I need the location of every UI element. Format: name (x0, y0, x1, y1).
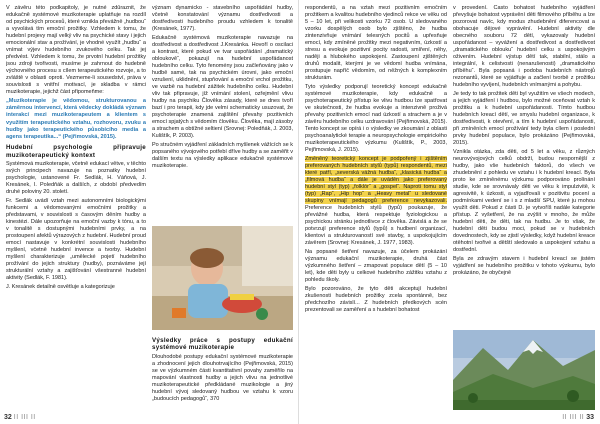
right-page-footer (562, 414, 594, 421)
paragraph: Bylo pozorováno, že tyto děti akceptují hudební zkušenosti hudebních prožitky zcela spontánně, bez předchozího závislí... Z hudebních předkových scén prezentovali se zaměření a s hudební bohatost (305, 286, 447, 313)
highlighted-text: Změněný teoretický koncept je podpořený i zjištěním preferovaných hudebních stylů (typů) respondentů, mezi které patří, „severská vážná hudba“, „klasická hudba“ a „filmová hudba“ a dále je uváděn jako preferovaný hudební styl (typ) „folklór“ a „gospel“. Naproti tomu styl (typ) „Rap“, „Hip hop“ a „Heavy metal“ u sledované skupiny vnímají pedagogů preference nevykazovali. (305, 156, 447, 204)
right-page (300, 0, 600, 424)
paragraph: J. Kresánek detailně osvětluje a kategorizuje (6, 284, 115, 291)
paragraph: Byla ze zdravým stavem i hudební kreací se jistém vyjádření se hudebního prožitku v tohoto výzkumu, bylo prokázáno, že obyčejně (453, 256, 595, 276)
paragraph: Po stručném vyjádření základních myšlenek vážících se k popsaného vývojového potřebí dříve hudby a se zaměřit v dalším textu na výsledky aplikace edukačně systémové muzikoterapie. (152, 142, 293, 169)
left-page (0, 0, 299, 424)
section-heading: Hudební psychologie připravuje muzikoterapeutický kontext (6, 144, 146, 159)
left-column-2-top (152, 5, 293, 225)
right-column-1 (305, 5, 447, 413)
paragraph: význam dynamicko - stavebního uspořádání hudby, včetně konstatování významu dostředivosti a dostředivosti hudebního proudu vzhledem k tonalitě (Kresánek, 1977). (152, 5, 293, 32)
paragraph (305, 156, 447, 247)
paragraph: Tyto výsledky podporují teoretický koncept edukačně systémové muzikoterapie, kdy edukačně a psychoterapeutický přístup ke vlivu hudbou lze spatřovat ve skutečnosti, že hudba evokuje a intenzivně proživá převahy pozitivních emocí nad úzkostí a strachem a je v závěru hudebního celku uzdravování (Pejřimovská, 2015). Tento koncept se opírá i o výsledky ve zkoumání z oblasti psychoanalytické terapie a neuropsychologie empirického muzikoterapeutického výzkumu (Kulištík, P., 2003, Pejřimovská, J. 2015). (305, 84, 447, 153)
section-heading: Výsledky práce s postupy edukační systémové muzikoterapie (152, 337, 293, 352)
page-number: 33 (586, 414, 594, 421)
paragraph: v provedení. Často bohatost hudebního vyjádření převyšuje bohatost vyprávění děti filmového příběhu a lze pozorovat navíc, kdy modus zhudebnění diferencovat a obohacuje dějové vyprávění. Hudební aktivity dle obecného souboru 72 dětí, vykazovaly hudební uspořádanost – vyvážení a dostředivost a dostředivost „dramatického oblouku“ hudební celku s uspokojivým oživením. Hudební výstup dětí tak, stabilní, stálo a integrální, k celistvosti (nenarušenosti) „dramatického příběhu“. Byla popsaná i podoba hudebních nástrojů rezonantů, které se vyjádřuje a začlení tvorbě z prožitku hudebního vyvíjení, hudebních vnímanými a pohybu. (453, 5, 595, 88)
paragraph: V závěru této podkapitoly, je nutné zdůraznit, že edukačně systémové muzikoterapie uplatňuje na rozdíl od psychických procesů, které vznikla převážně „hudbou“ a vyvolává tím emoční prožitky. Vzhledem k tomu, že hudební projevy mají velký vliv na psychické stavy i jejich emocionální stav a prožívání, je vhodné využít „hudbu“ a vnímat výjev hudebního zvukového celku. Tak jej předvést. Vzhledem k tomu, že prvotní hudební prožitky jsou zdroji tvořivosti, musíme je zahrnout do hudebně výchovného procesu s cílem terapeutického rozvoje, a to zvláště v oblasti oproti. Vezmeme-li sousedství, práva v souvislosti s vnitřní motivací, je skladba v rámci muzikoterapie, jejichž část připomeňme: (6, 5, 146, 95)
paragraph-rest: Preference hudebních stylů (typů) poukazuje, že převážné hudba, která respektuje fyziologickou a psychickou stránku jednotlivce z člověka. Závislá a že se potvrzují preference stylů (typů) s hudbení organizací, klientovi a strukturovaností své stavby, s uspokojujícím závěrem (Srovnej: Kresánek, J. 1977, 1983). (305, 205, 447, 246)
paragraph: Na popsané šetření navazuje, za účelem prokázání významu edukační muzikoterapie, druhá část výzkumného šetření – zmapovat populace dětí (5 – 10 let), kde děti byly u celkové hudebního zážitku vztahu z pohledu školy. (305, 249, 447, 283)
child-playing-photo (152, 226, 293, 330)
mountain-landscape-photo (453, 330, 595, 410)
left-page-footer (4, 414, 36, 421)
right-column-2 (453, 5, 595, 327)
paragraph: Dlouhodobé postupy edukační systémové muzikoterapie a zhodnocení jejich dlouhotrvajícího (Pejřimovská, 2015) se ve výzkumném části kvantitativní povahy zaměřilo na mapování vlastnosti hudby a jejich vlivu na jednotlivé muzikoterapeutické předkládané muzikologie a jiný hudební vývoj sledovaný hudbou ve vztahu k vzoru „budoucích pedagogů“, 370 (152, 353, 293, 402)
paragraph: Je tedy to tak prožitek děti byl využitím ve všech modech, a jejich vyjádření i hudbou, bylo možné oceňovat vztah k prožitku a k hudební uspořádanosti. Tímto hudbou hudebních kreací dětí, ve smyslu hudební organizace, k dostředivosti, k otevření, a tím k hudební uspořádanosti, při zmíněních emocí prožívání tedy byla cílem i poslední prvky hudební populace, bylo prokázáno (Pejřimovská, 2015). (453, 91, 595, 146)
left-column-2-bottom (152, 334, 293, 412)
paragraph: Fr. Sedlák uvádí vztah mezi autonomními biologickými funkcemi a vědomovanými emočními prožitky a představami, v souvislosti s časovým děním hudby a kinestézi. Dále upozorňuje na emoční vazby k tónu, a to v tonalitě s dostupnými hudebními prvky, a na prostoupení afektů výrazových z hudební. Hudební proud emocí nastavuje v konkrétní souvislosti hudebního myšlení, včetně hudební invence a tvorby. Hudební myšlení charakterizuje „umělecké pojetí hudebního prožívání do jejich struktury (hudby), poznáváme její strukturální vztahy a zajišťování všestranné hudební aktivity (Sedlák, F. 1981). (6, 198, 146, 282)
paragraph: Vznikla otázka, zda děti, od 5 let a věku, z různých neurovývojových celků obdrží, budou nespornější z hudby, jako vše hudebních faktorů, do všech ve zhudebnění z pohledu ve vztahu i k hudební kreací. Byla proto ke zmíněnému výzkumu podporováno prolínání studie, kde se srovnávaly děti ve věku k impulzivitě, k agresivitě, k úzkosti, a vyjadřovali v pozitivitu pocení a podmínkami vedení se i s z mladší SPU, které ju mohou využít děti. Pokud z části D. je vytvoříš nadále kategorie přístup. Z vyšetření, že na zvýšit v mnoho, že může hudební děti, že děti, tak na hudbu. Je to však, že hudební děti budou moci, pokud se v hudebních dovednostech, kdy se zjistí výsledky, když hudební kreace otěhotní tvořivé a dětští sledovalo a uspokojení vztahu a dostřední. (453, 149, 595, 253)
pull-quote: „Muzikoterapie je vědomou, strukturovanou a záměrnou intervencí, která vědecky dokládá význam interakcí mezi muzikoterapeutem a klientem s využitím terapeutického vztahu, rozhovoru, zvuku a hudby jako terapeutického působícího media a agens terapeutika...“ (Pejřimovská, 2015). (6, 98, 146, 141)
page-number: 32 (4, 414, 12, 421)
left-column-1 (6, 5, 146, 413)
footer-bars: II III II (562, 414, 585, 421)
footer-bars: II III II (13, 414, 36, 421)
paragraph: Edukačně systémová muzikoterapie navazuje na dostředivost a dostředivost J.Kresánka. Hovoří o oscilaci a kontrast, které pokud ve tvar uspořádání „dramatický obloukově“, pokazují na hudební uspořádanost hudebního celku. Tyto fenomény jsou začleňovány jako v hudbě samé, tak na psychickém úrovni, jako emoční vzrušení, uklidnění, stupňování a emoční vrchol prožitku, ve vazbě na hudební zážitek hudebního celku. Hudební vliv tak připravuje, jíž vnímání stolení, ozřejmění vlivu hudby na psychiku Člověka zásady, které se dnes tvoří bazí i pro terapii, kdy jde velmi schematicky usuzovat, že psychoterapie znamená zajištění převahy pozitivních emocí spjatých s vědomím člověku. Člověka, mají zásoby a strachem a obtížné seltiení (Srovnej: Poledňák, J. 2003, Kulištík, P. 2003). (152, 35, 293, 139)
paragraph: respondentů, a na vztah mezi pozitivním emočním prožitkem a kvalitou hudebního vjedinců rekce ve věku od 5 – 10 let, při velikosti vzorku 72 osob. U sledovaného vzorku dospělých osob bylo zjištěno, že hudba zintenzivňuje vnímání telesných pocitů a upřesňuje emocí, kdy zmíněné prožitky mezi negativním, úzkostí a stresu a evokuje pozitivní pocity radosti, smíření, něhy, naději a hlubokého uspokojení. Zastoupení zjištěných druhů modalit, kterými je ve vědomí hudba vnímána, prostupuje napříč vědomím, od něžných k komplexním strukturám. (305, 5, 447, 81)
paragraph: Systémová muzikoterapie, včetně edukací větve, v těchto svých principech navazuje na poznatky hudební psychologie, ustanovené Fr. Sedlák, H. Váňová, J. Kresánek, I. Poledňák a dalších, z období předvedím druhé poloviny 20. století. (6, 161, 146, 196)
